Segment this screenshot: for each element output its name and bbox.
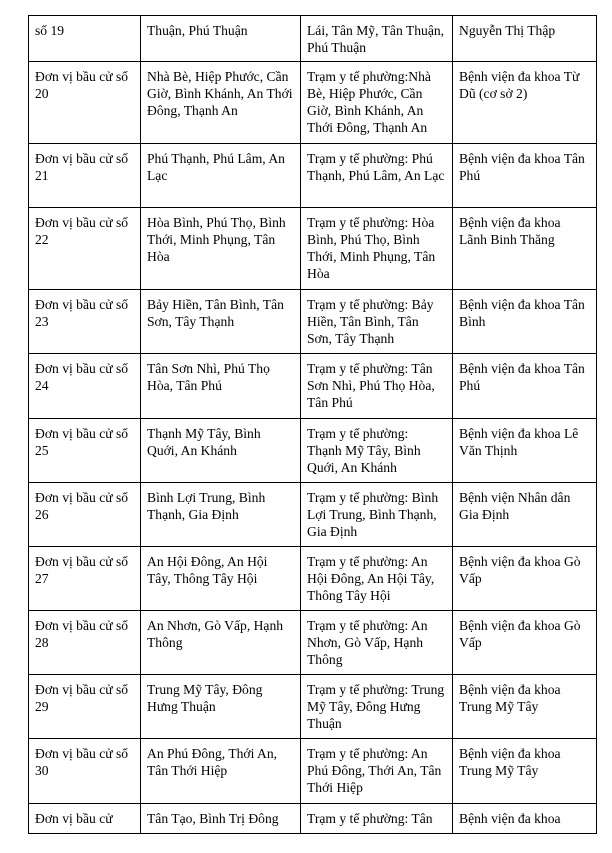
cell-text: Tân Sơn Nhì, Phú Thọ Hòa, Tân Phú: [147, 361, 270, 393]
table-row: [29, 62, 597, 144]
wards-cell: [141, 290, 301, 354]
cell-text: Trạm y tế phường: An Phú Đông, Thới An, Tân Thới Hiệp: [307, 746, 442, 795]
cell-text: Bệnh viện đa khoa Lê Văn Thịnh: [459, 426, 579, 458]
unit-cell: [29, 547, 141, 611]
wards-cell: [141, 547, 301, 611]
cell-text: Trạm y tế phường: Phú Thạnh, Phú Lâm, An Lạc: [307, 151, 445, 183]
location-cell: [301, 419, 453, 483]
cell-text: số 19: [35, 23, 65, 38]
cell-text: Trạm y tế phường: Bảy Hiền, Tân Bình, Tân Sơn, Tây Thạnh: [307, 297, 434, 346]
cell-text: Bệnh viện đa khoa Lãnh Binh Thăng: [459, 215, 561, 247]
wards-cell: [141, 208, 301, 290]
cell-text: Đơn vị bầu cử số 30: [35, 746, 129, 778]
cell-text: Bệnh viện đa khoa Tân Phú: [459, 151, 585, 183]
table-row: [29, 804, 597, 834]
cell-text: Phú Thạnh, Phú Lâm, An Lạc: [147, 151, 285, 183]
unit-cell: [29, 804, 141, 834]
cell-text: An Phú Đông, Thới An, Tân Thới Hiệp: [147, 746, 278, 778]
hospital-cell: [453, 16, 597, 62]
cell-text: Bệnh viện đa khoa: [459, 811, 561, 826]
wards-cell: [141, 611, 301, 675]
polling-unit-table: [28, 15, 597, 834]
cell-text: Trạm y tế phường:Nhà Bè, Hiệp Phước, Cần Giờ, Bình Khánh, An Thới Đông, Thạnh An: [307, 69, 431, 135]
hospital-cell: [453, 483, 597, 547]
table-row: [29, 611, 597, 675]
cell-text: Đơn vị bầu cử số 22: [35, 215, 129, 247]
wards-cell: [141, 739, 301, 804]
cell-text: Đơn vị bầu cử số 25: [35, 426, 129, 458]
cell-text: Đơn vị bầu cử số 21: [35, 151, 129, 183]
table-row: [29, 483, 597, 547]
location-cell: [301, 739, 453, 804]
unit-cell: [29, 16, 141, 62]
cell-text: Trạm y tế phường: Bình Lợi Trung, Bình Thạnh, Gia Định: [307, 490, 439, 539]
unit-cell: [29, 62, 141, 144]
cell-text: Trạm y tế phường: Trung Mỹ Tây, Đông Hưng Thuận: [307, 682, 445, 731]
cell-text: Trạm y tế phường: Thạnh Mỹ Tây, Bình Quới, An Khánh: [307, 426, 421, 475]
hospital-cell: [453, 547, 597, 611]
wards-cell: [141, 804, 301, 834]
cell-text: Bệnh viện đa khoa Gò Vấp: [459, 618, 581, 650]
cell-text: Bệnh viện đa khoa Gò Vấp: [459, 554, 581, 586]
wards-cell: [141, 419, 301, 483]
cell-text: Trạm y tế phường: An Nhơn, Gò Vấp, Hạnh Thông: [307, 618, 428, 667]
cell-text: An Nhơn, Gò Vấp, Hạnh Thông: [147, 618, 284, 650]
location-cell: [301, 483, 453, 547]
wards-cell: [141, 354, 301, 419]
cell-text: Bình Lợi Trung, Bình Thạnh, Gia Định: [147, 490, 266, 522]
cell-text: Đơn vị bầu cử số 27: [35, 554, 129, 586]
location-cell: [301, 547, 453, 611]
cell-text: Trạm y tế phường: Tân: [307, 811, 433, 826]
hospital-cell: [453, 144, 597, 208]
hospital-cell: [453, 419, 597, 483]
table-row: [29, 290, 597, 354]
cell-text: Trạm y tế phường: An Hội Đông, An Hội Tây, Thông Tây Hội: [307, 554, 435, 603]
location-cell: [301, 16, 453, 62]
table-row: [29, 547, 597, 611]
hospital-cell: [453, 804, 597, 834]
wards-cell: [141, 144, 301, 208]
unit-cell: [29, 208, 141, 290]
cell-text: Bệnh viện Nhân dân Gia Định: [459, 490, 571, 522]
cell-text: Trạm y tế phường: Hòa Bình, Phú Thọ, Bình Thới, Minh Phụng, Tân Hòa: [307, 215, 436, 281]
cell-text: Tân Tạo, Bình Trị Đông: [147, 811, 279, 826]
unit-cell: [29, 611, 141, 675]
location-cell: [301, 144, 453, 208]
cell-text: Đơn vị bầu cử: [35, 811, 113, 826]
unit-cell: [29, 419, 141, 483]
cell-text: Đơn vị bầu cử số 28: [35, 618, 129, 650]
hospital-cell: [453, 675, 597, 739]
unit-cell: [29, 483, 141, 547]
unit-cell: [29, 290, 141, 354]
table-row: [29, 419, 597, 483]
cell-text: Bệnh viện đa khoa Từ Dũ (cơ sở 2): [459, 69, 580, 101]
cell-text: Bảy Hiền, Tân Bình, Tân Sơn, Tây Thạnh: [147, 297, 284, 329]
cell-text: Bệnh viện đa khoa Trung Mỹ Tây: [459, 682, 561, 714]
cell-text: Trạm y tế phường: Tân Sơn Nhì, Phú Thọ Hòa, Tân Phú: [307, 361, 435, 410]
hospital-cell: [453, 354, 597, 419]
table-body: [29, 16, 597, 834]
cell-text: Bệnh viện đa khoa Tân Phú: [459, 361, 585, 393]
location-cell: [301, 804, 453, 834]
hospital-cell: [453, 739, 597, 804]
unit-cell: [29, 675, 141, 739]
cell-text: An Hội Đông, An Hội Tây, Thông Tây Hội: [147, 554, 268, 586]
location-cell: [301, 208, 453, 290]
wards-cell: [141, 675, 301, 739]
cell-text: Đơn vị bầu cử số 29: [35, 682, 129, 714]
location-cell: [301, 62, 453, 144]
cell-text: Đơn vị bầu cử số 26: [35, 490, 129, 522]
cell-text: Đơn vị bầu cử số 20: [35, 69, 129, 101]
cell-text: Bệnh viện đa khoa Tân Bình: [459, 297, 585, 329]
table-row: [29, 354, 597, 419]
table-row: [29, 144, 597, 208]
unit-cell: [29, 739, 141, 804]
hospital-cell: [453, 611, 597, 675]
cell-text: Nguyễn Thị Thập: [459, 23, 556, 38]
cell-text: Trung Mỹ Tây, Đông Hưng Thuận: [147, 682, 263, 714]
location-cell: [301, 675, 453, 739]
cell-text: Đơn vị bầu cử số 24: [35, 361, 129, 393]
cell-text: Thuận, Phú Thuận: [147, 23, 248, 38]
table-row: [29, 16, 597, 62]
hospital-cell: [453, 290, 597, 354]
wards-cell: [141, 483, 301, 547]
cell-text: Lái, Tân Mỹ, Tân Thuận, Phú Thuận: [307, 23, 445, 55]
cell-text: Nhà Bè, Hiệp Phước, Cần Giờ, Bình Khánh, An Thới Đông, Thạnh An: [147, 69, 293, 118]
location-cell: [301, 611, 453, 675]
wards-cell: [141, 62, 301, 144]
cell-text: Bệnh viện đa khoa Trung Mỹ Tây: [459, 746, 561, 778]
wards-cell: [141, 16, 301, 62]
cell-text: Hòa Bình, Phú Thọ, Bình Thới, Minh Phụng, Tân Hòa: [147, 215, 286, 264]
table-row: [29, 208, 597, 290]
unit-cell: [29, 354, 141, 419]
cell-text: Thạnh Mỹ Tây, Bình Quới, An Khánh: [147, 426, 261, 458]
cell-text: Đơn vị bầu cử số 23: [35, 297, 129, 329]
hospital-cell: [453, 208, 597, 290]
unit-cell: [29, 144, 141, 208]
location-cell: [301, 290, 453, 354]
hospital-cell: [453, 62, 597, 144]
table-row: [29, 675, 597, 739]
location-cell: [301, 354, 453, 419]
table-row: [29, 739, 597, 804]
